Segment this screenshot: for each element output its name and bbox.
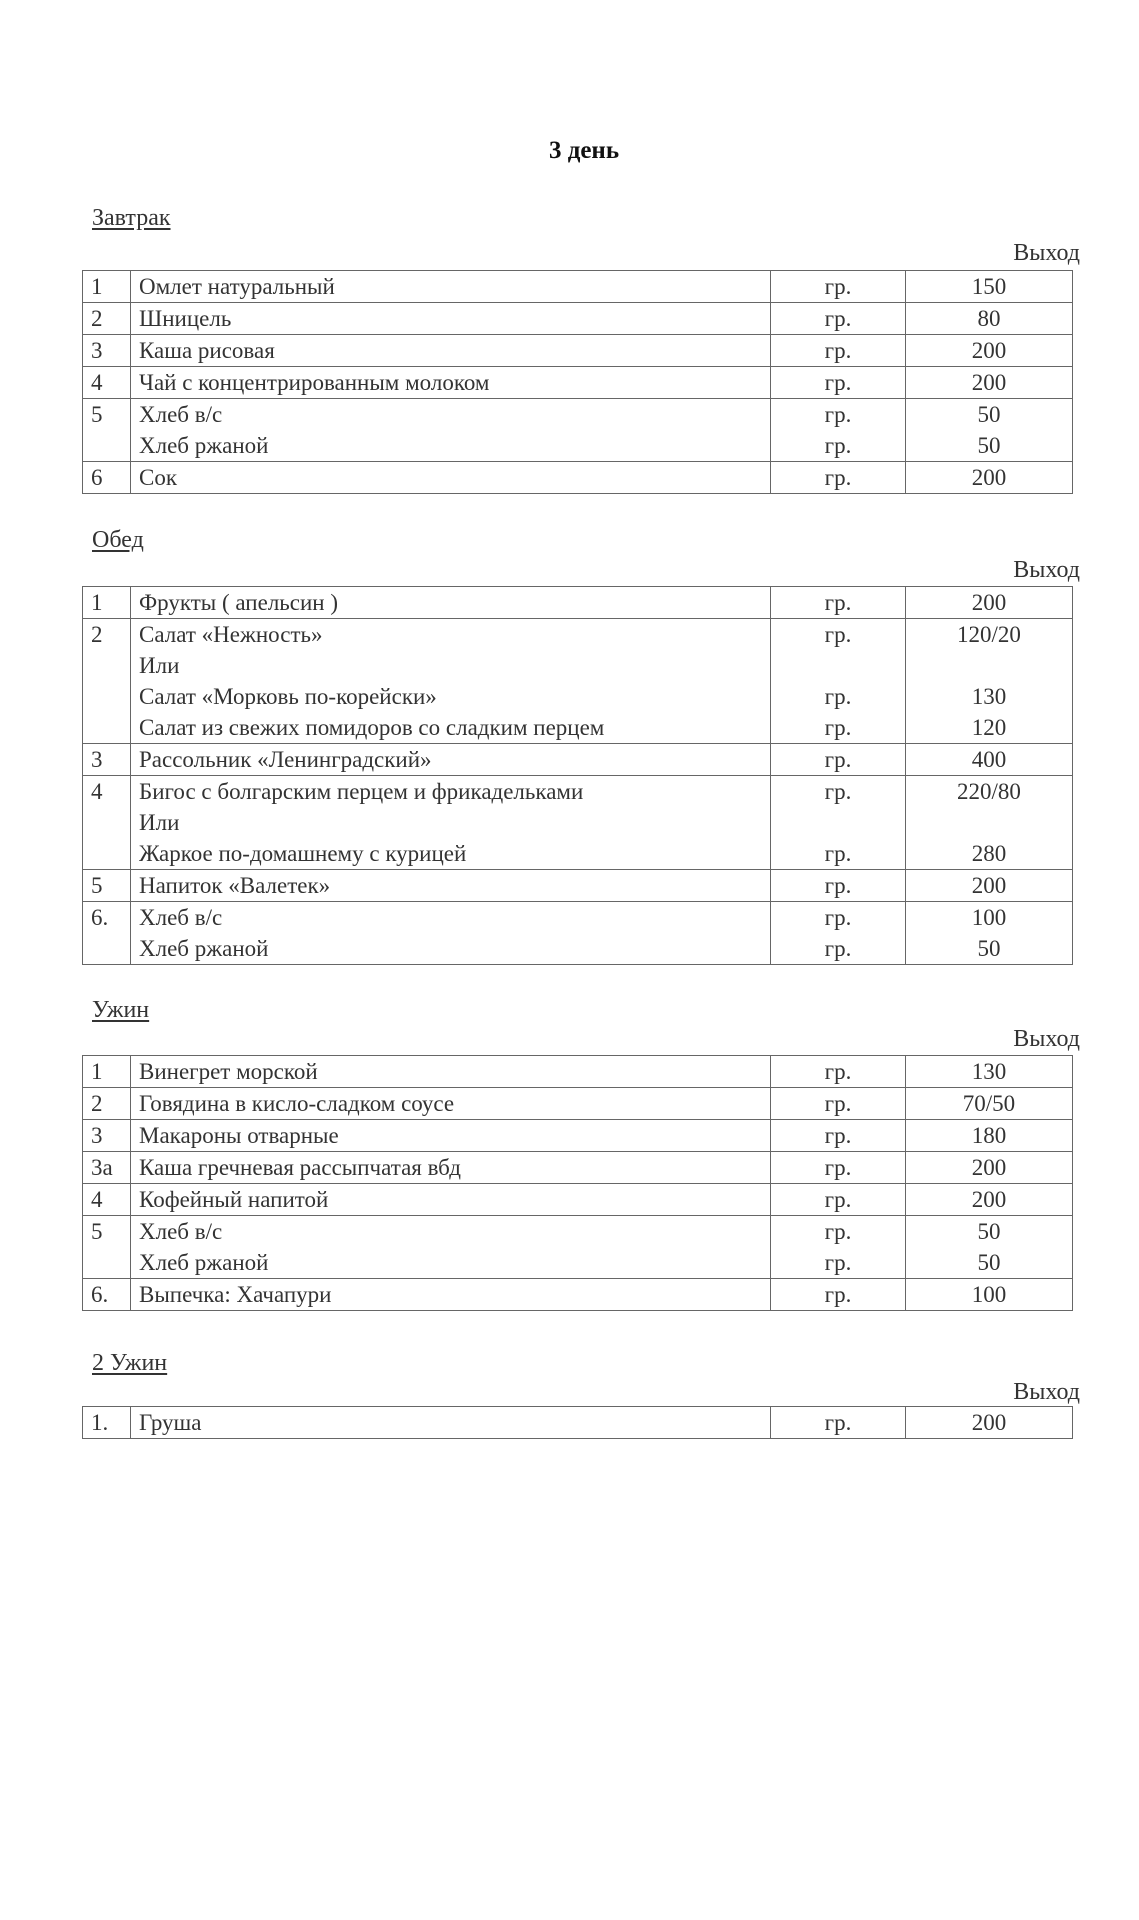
item-name: Омлет натуральный (139, 274, 335, 299)
item-quantity-cell (906, 367, 1073, 399)
item-unit (771, 807, 905, 838)
item-number: 3 (83, 744, 131, 776)
item-unit-cell (771, 619, 906, 744)
item-unit: гр. (824, 905, 852, 930)
item-name: Хлеб в/с (139, 905, 223, 930)
item-quantity: 220/80 (957, 779, 1021, 804)
item-name: Макароны отварные (139, 1123, 339, 1148)
item-quantity-cell (906, 1407, 1073, 1439)
item-number: 3а (83, 1152, 131, 1184)
item-name: Салат «Морковь по-корейски» (139, 684, 437, 709)
item-unit-cell (771, 399, 906, 462)
page-title: 3 день (548, 137, 620, 164)
item-unit: гр. (824, 433, 852, 458)
item-name: Выпечка: Хачапури (139, 1282, 332, 1307)
item-quantity: 100 (971, 1282, 1007, 1307)
item-unit: гр. (824, 1282, 852, 1307)
item-quantity: 50 (977, 936, 1001, 961)
item-unit-cell (771, 1088, 906, 1120)
item-number: 6. (83, 1279, 131, 1311)
item-quantity: 200 (971, 370, 1007, 395)
item-unit-cell (771, 367, 906, 399)
item-number: 1 (83, 1056, 131, 1088)
item-unit-cell (771, 1279, 906, 1311)
menu-table (82, 1406, 1073, 1439)
item-name-cell (131, 399, 771, 462)
item-number: 5 (83, 399, 131, 462)
item-quantity: 200 (971, 590, 1007, 615)
menu-table (82, 1055, 1073, 1311)
item-quantity-cell (906, 271, 1073, 303)
table-row (83, 1056, 1073, 1088)
item-name: Груша (139, 1410, 202, 1435)
item-unit: гр. (824, 370, 852, 395)
item-name-cell (131, 303, 771, 335)
item-name: Хлеб в/с (139, 402, 223, 427)
item-quantity: 200 (971, 1410, 1007, 1435)
item-name: Винегрет морской (139, 1059, 318, 1084)
item-name: Жаркое по-домашнему с курицей (139, 841, 467, 866)
item-unit-cell (771, 1407, 906, 1439)
table-row (83, 870, 1073, 902)
item-name: Каша рисовая (139, 338, 275, 363)
item-name: Хлеб ржаной (139, 433, 269, 458)
item-quantity: 120 (971, 715, 1007, 740)
item-name-cell (131, 1184, 771, 1216)
item-unit: гр. (824, 1187, 852, 1212)
item-unit: гр. (824, 274, 852, 299)
table-row (83, 1120, 1073, 1152)
output-header: Выход (1013, 240, 1080, 266)
item-number: 1 (83, 587, 131, 619)
item-name-cell (131, 1216, 771, 1279)
item-quantity-cell (906, 619, 1073, 744)
item-unit-cell (771, 462, 906, 494)
table-row (83, 744, 1073, 776)
section-title: Завтрак (92, 205, 171, 231)
table-row (83, 619, 1073, 744)
item-quantity-cell (906, 1279, 1073, 1311)
item-unit (771, 650, 905, 681)
table-row (83, 399, 1073, 462)
item-name-cell (131, 1088, 771, 1120)
table-row (83, 1407, 1073, 1439)
item-name-cell (131, 1279, 771, 1311)
item-quantity: 200 (971, 1187, 1007, 1212)
item-quantity: 200 (971, 1155, 1007, 1180)
item-name: Бигос с болгарским перцем и фрикадельками (139, 779, 584, 804)
item-quantity: 80 (977, 306, 1001, 331)
item-unit: гр. (824, 747, 852, 772)
item-unit-cell (771, 1184, 906, 1216)
item-unit: гр. (824, 1123, 852, 1148)
item-quantity: 130 (971, 1059, 1007, 1084)
item-name-cell (131, 271, 771, 303)
item-quantity-cell (906, 776, 1073, 870)
item-unit: гр. (824, 1410, 852, 1435)
item-quantity-cell (906, 587, 1073, 619)
item-unit-cell (771, 870, 906, 902)
item-unit: гр. (824, 1155, 852, 1180)
item-quantity: 280 (971, 841, 1007, 866)
item-unit-cell (771, 303, 906, 335)
item-name: Рассольник «Ленинградский» (139, 747, 432, 772)
item-unit: гр. (824, 590, 852, 615)
item-unit-cell (771, 744, 906, 776)
item-name-cell (131, 462, 771, 494)
item-number: 2 (83, 1088, 131, 1120)
section-title: 2 Ужин (92, 1350, 168, 1376)
item-quantity: 200 (971, 873, 1007, 898)
item-name: Кофейный напитой (139, 1187, 329, 1212)
item-unit: гр. (824, 684, 852, 709)
item-quantity-cell (906, 870, 1073, 902)
item-name-cell (131, 335, 771, 367)
item-quantity: 50 (977, 1219, 1001, 1244)
item-unit: гр. (824, 622, 852, 647)
item-unit: гр. (824, 465, 852, 490)
item-quantity: 50 (977, 433, 1001, 458)
table-row (83, 776, 1073, 870)
item-name: Или (139, 810, 180, 835)
table-row (83, 1088, 1073, 1120)
item-unit-cell (771, 587, 906, 619)
item-name: Хлеб в/с (139, 1219, 223, 1244)
item-quantity: 50 (977, 1250, 1001, 1275)
item-quantity: 200 (971, 465, 1007, 490)
item-quantity-cell (906, 303, 1073, 335)
item-number: 4 (83, 1184, 131, 1216)
item-quantity (906, 650, 1072, 681)
item-number: 2 (83, 619, 131, 744)
item-unit: гр. (824, 1219, 852, 1244)
section-title: Обед (92, 527, 144, 553)
table-row (83, 271, 1073, 303)
item-quantity-cell (906, 335, 1073, 367)
table-row (83, 902, 1073, 965)
item-name: Говядина в кисло-сладком соусе (139, 1091, 455, 1116)
item-unit-cell (771, 1152, 906, 1184)
item-quantity: 100 (971, 905, 1007, 930)
output-header: Выход (1013, 1379, 1080, 1405)
item-unit: гр. (824, 936, 852, 961)
item-quantity: 180 (971, 1123, 1007, 1148)
item-quantity-cell (906, 399, 1073, 462)
output-header: Выход (1013, 1026, 1080, 1052)
item-name: Фрукты ( апельсин ) (139, 590, 339, 615)
item-unit-cell (771, 1120, 906, 1152)
item-name: Каша гречневая рассыпчатая вбд (139, 1155, 461, 1180)
item-name: Или (139, 653, 180, 678)
item-quantity-cell (906, 462, 1073, 494)
item-quantity: 120/20 (957, 622, 1021, 647)
item-number: 1. (83, 1407, 131, 1439)
item-unit: гр. (824, 841, 852, 866)
item-name-cell (131, 902, 771, 965)
item-unit: гр. (824, 1250, 852, 1275)
table-row (83, 1184, 1073, 1216)
table-row (83, 367, 1073, 399)
item-name-cell (131, 367, 771, 399)
item-unit-cell (771, 1056, 906, 1088)
item-name-cell (131, 1152, 771, 1184)
section-title: Ужин (92, 997, 150, 1023)
item-name-cell (131, 1120, 771, 1152)
item-name-cell (131, 744, 771, 776)
table-row (83, 1152, 1073, 1184)
item-quantity-cell (906, 1120, 1073, 1152)
item-unit-cell (771, 776, 906, 870)
item-number: 5 (83, 1216, 131, 1279)
item-quantity: 400 (971, 747, 1007, 772)
item-name: Чай с концентрированным молоком (139, 370, 490, 395)
item-unit: гр. (824, 779, 852, 804)
item-name: Напиток «Валетек» (139, 873, 331, 898)
item-unit: гр. (824, 1091, 852, 1116)
item-quantity-cell (906, 902, 1073, 965)
table-row (83, 1279, 1073, 1311)
item-unit: гр. (824, 715, 852, 740)
item-quantity-cell (906, 744, 1073, 776)
item-quantity-cell (906, 1056, 1073, 1088)
item-unit: гр. (824, 306, 852, 331)
item-number: 5 (83, 870, 131, 902)
item-name: Шницель (139, 306, 232, 331)
item-quantity-cell (906, 1152, 1073, 1184)
item-unit-cell (771, 902, 906, 965)
table-row (83, 462, 1073, 494)
table-row (83, 587, 1073, 619)
item-unit: гр. (824, 402, 852, 427)
item-number: 1 (83, 271, 131, 303)
item-quantity: 150 (971, 274, 1007, 299)
item-unit-cell (771, 271, 906, 303)
item-quantity-cell (906, 1216, 1073, 1279)
table-row (83, 303, 1073, 335)
item-name: Хлеб ржаной (139, 1250, 269, 1275)
item-quantity (906, 807, 1072, 838)
item-quantity: 130 (971, 684, 1007, 709)
item-name-cell (131, 870, 771, 902)
item-unit-cell (771, 335, 906, 367)
item-quantity: 50 (977, 402, 1001, 427)
item-name-cell (131, 1407, 771, 1439)
item-name: Хлеб ржаной (139, 936, 269, 961)
item-name: Салат из свежих помидоров со сладким перцем (139, 715, 605, 740)
item-unit: гр. (824, 1059, 852, 1084)
item-name-cell (131, 1056, 771, 1088)
item-number: 2 (83, 303, 131, 335)
item-number: 6 (83, 462, 131, 494)
item-number: 3 (83, 1120, 131, 1152)
item-name-cell (131, 776, 771, 870)
item-quantity-cell (906, 1088, 1073, 1120)
output-header: Выход (1013, 557, 1080, 583)
item-name-cell (131, 619, 771, 744)
item-quantity: 70/50 (962, 1091, 1016, 1116)
item-unit: гр. (824, 873, 852, 898)
menu-table (82, 270, 1073, 494)
item-name: Сок (139, 465, 178, 490)
item-number: 3 (83, 335, 131, 367)
table-row (83, 1216, 1073, 1279)
item-number: 4 (83, 776, 131, 870)
item-number: 6. (83, 902, 131, 965)
item-unit-cell (771, 1216, 906, 1279)
item-quantity-cell (906, 1184, 1073, 1216)
menu-table (82, 586, 1073, 965)
item-name-cell (131, 587, 771, 619)
item-number: 4 (83, 367, 131, 399)
item-quantity: 200 (971, 338, 1007, 363)
table-row (83, 335, 1073, 367)
item-unit: гр. (824, 338, 852, 363)
item-name: Салат «Нежность» (139, 622, 323, 647)
